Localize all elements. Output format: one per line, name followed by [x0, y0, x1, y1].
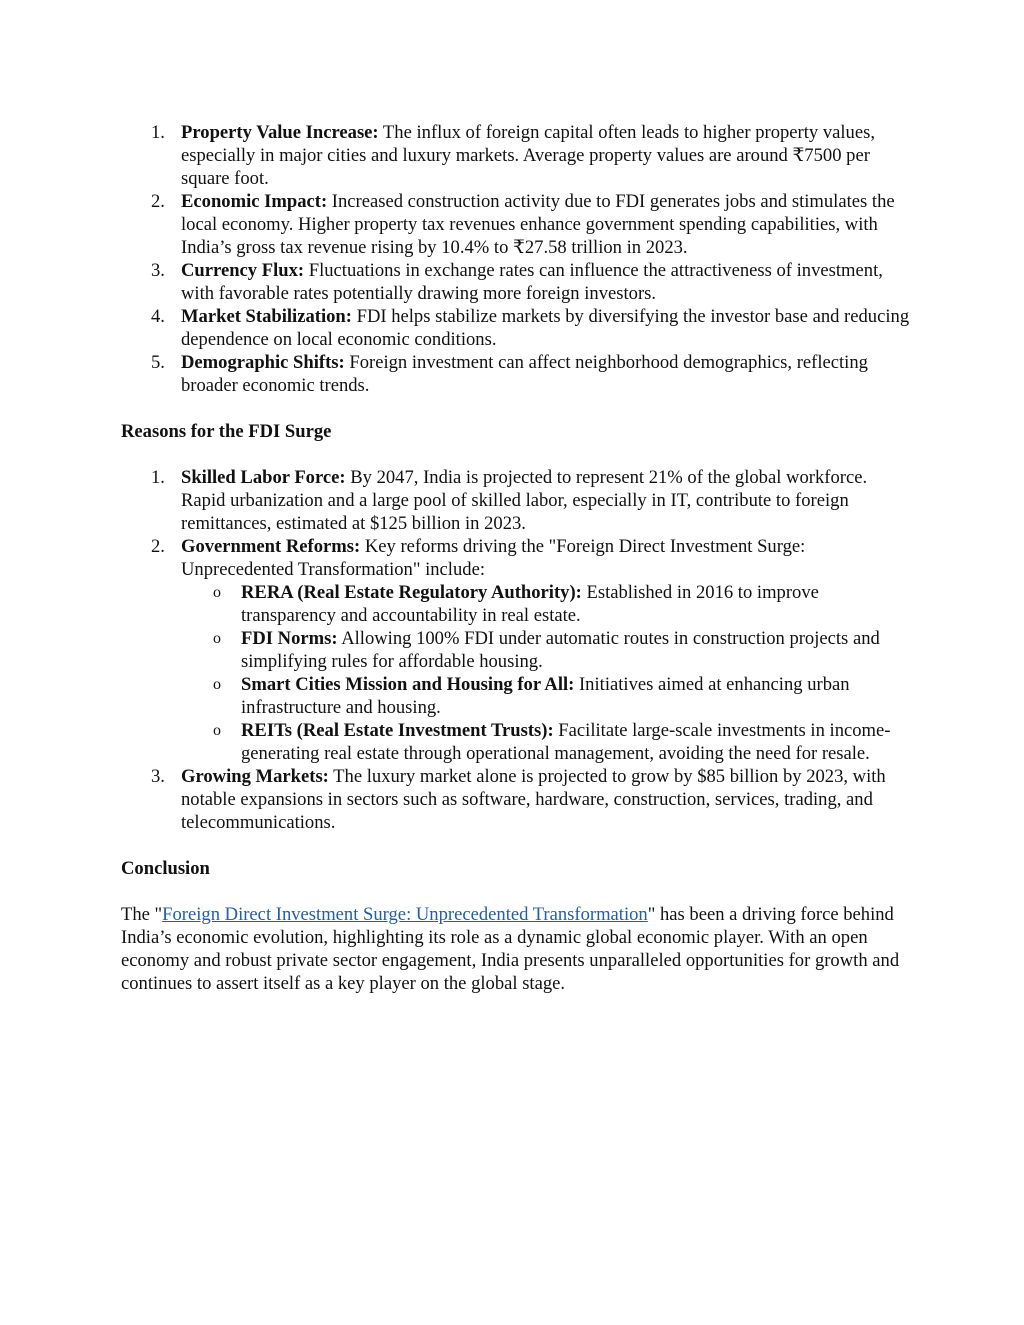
list-item	[121, 351, 911, 397]
item-text: Increased construction activity due to FDI generates jobs and stimulates the local economy. Higher property tax revenues enhance government spending capabilities, with India’s gross tax revenue rising by 10.4% to ₹27.58 trillion in 2023.	[181, 191, 895, 258]
spacer	[121, 880, 911, 903]
item-text: The luxury market alone is projected to grow by $85 billion by 2023, with notable expansions in sectors such as software, hardware, construction, services, trading, and telecommunications.	[181, 766, 886, 833]
bullet-marker: o	[213, 722, 221, 739]
item-text: FDI helps stabilize markets by diversifying the investor base and reducing dependence on local economic conditions.	[181, 306, 910, 350]
list-item	[121, 466, 911, 535]
list-item	[121, 535, 911, 765]
conclusion-text-pre: The "	[121, 904, 163, 925]
list-item	[121, 305, 911, 351]
sublist-item	[181, 719, 911, 765]
section-heading-fdi-surge: Reasons for the FDI Surge	[121, 421, 332, 442]
list-item	[121, 259, 911, 305]
item-title: Economic Impact:	[181, 191, 328, 212]
reasons-list	[121, 466, 911, 834]
conclusion-paragraph	[121, 903, 911, 995]
item-text: The influx of foreign capital often leads to higher property values, especially in major cities and luxury markets. Average property values are around ₹7500 per square foot.	[181, 122, 875, 189]
item-title: FDI Norms:	[241, 628, 338, 649]
item-text: Established in 2016 to improve transparency and accountability in real estate.	[241, 582, 819, 626]
item-title: Market Stabilization:	[181, 306, 352, 327]
spacer	[121, 397, 911, 420]
sublist-item	[181, 581, 911, 627]
list-item	[121, 765, 911, 834]
item-text: Initiatives aimed at enhancing urban infrastructure and housing.	[241, 674, 850, 718]
list-marker: 5.	[151, 352, 165, 373]
list-marker: 1.	[151, 467, 165, 488]
list-marker: 1.	[151, 122, 165, 143]
item-text: Facilitate large-scale investments in income-generating real estate through operational management, avoiding the need for resale.	[241, 720, 891, 764]
item-title: Property Value Increase:	[181, 122, 379, 143]
item-title: RERA (Real Estate Regulatory Authority):	[241, 582, 582, 603]
impact-list	[121, 121, 911, 397]
list-marker: 3.	[151, 260, 165, 281]
document-page	[121, 121, 911, 995]
fdi-surge-link[interactable]: Foreign Direct Investment Surge: Unprecedented Transformation	[162, 904, 648, 925]
section-heading-conclusion: Conclusion	[121, 858, 210, 879]
item-title: REITs (Real Estate Investment Trusts):	[241, 720, 554, 741]
item-text: Fluctuations in exchange rates can influence the attractiveness of investment, with favorable rates potentially drawing more foreign investors.	[181, 260, 883, 304]
sublist-item	[181, 627, 911, 673]
conclusion-text-post: " has been a driving force behind India’s economic evolution, highlighting its role as a dynamic global economic player. With an open economy and robust private sector engagement, India presents unparalleled opportunities for growth and continues to assert itself as a key player on the global stage.	[121, 904, 900, 994]
sublist-item	[181, 673, 911, 719]
list-marker: 4.	[151, 306, 165, 327]
item-title: Smart Cities Mission and Housing for All:	[241, 674, 575, 695]
bullet-marker: o	[213, 630, 221, 647]
item-title: Demographic Shifts:	[181, 352, 345, 373]
list-marker: 2.	[151, 191, 165, 212]
item-text: By 2047, India is projected to represent 21% of the global workforce. Rapid urbanization and a large pool of skilled labor, especially in IT, contribute to foreign remittances, estimated at $125 billion in 2023.	[181, 467, 868, 534]
bullet-marker: o	[213, 584, 221, 601]
item-text: Key reforms driving the "Foreign Direct Investment Surge: Unprecedented Transformation" include:	[181, 536, 806, 580]
list-item	[121, 190, 911, 259]
item-text: Allowing 100% FDI under automatic routes in construction projects and simplifying rules for affordable housing.	[241, 628, 880, 672]
item-title: Skilled Labor Force:	[181, 467, 346, 488]
bullet-marker: o	[213, 676, 221, 693]
reforms-sublist	[181, 581, 911, 765]
item-text: Foreign investment can affect neighborhood demographics, reflecting broader economic trends.	[181, 352, 868, 396]
list-marker: 2.	[151, 536, 165, 557]
spacer	[121, 834, 911, 857]
item-title: Growing Markets:	[181, 766, 329, 787]
list-marker: 3.	[151, 766, 165, 787]
spacer	[121, 443, 911, 466]
item-title: Government Reforms:	[181, 536, 361, 557]
item-title: Currency Flux:	[181, 260, 305, 281]
list-item	[121, 121, 911, 190]
